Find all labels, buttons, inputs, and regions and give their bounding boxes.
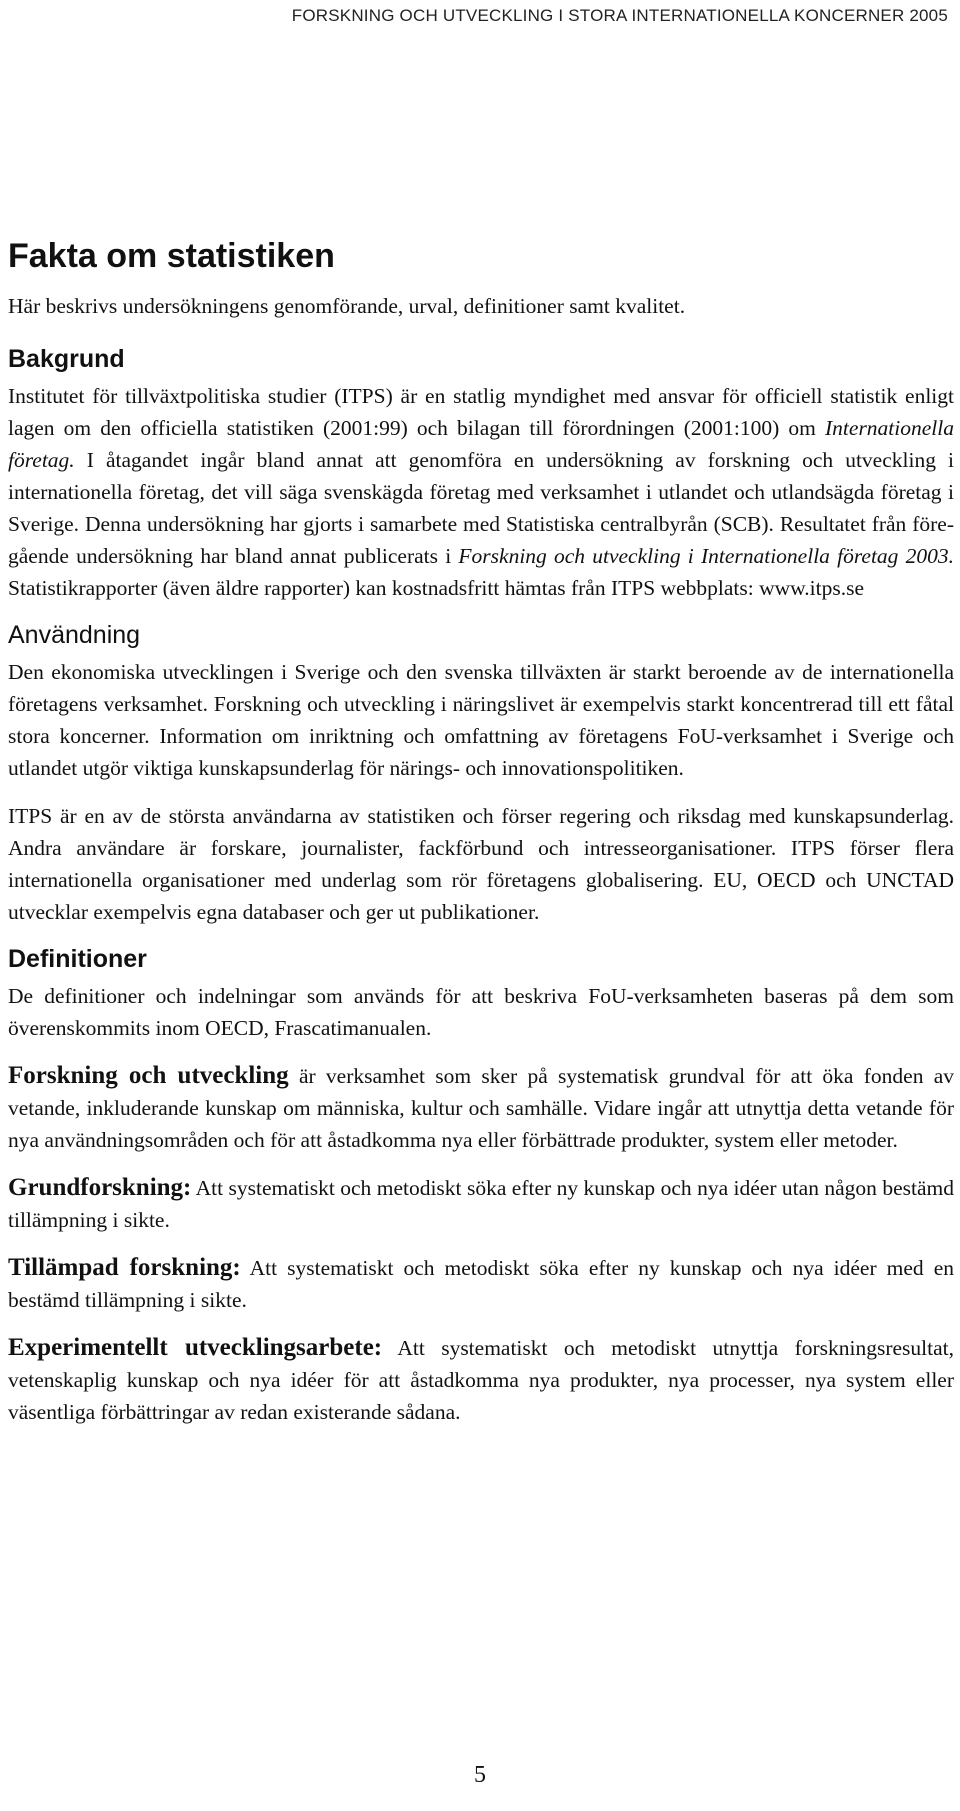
document-body	[8, 236, 954, 1444]
definition-term: Experimentellt utvecklingsarbete:	[8, 1334, 383, 1361]
definition-item	[8, 1060, 954, 1156]
bakgrund-italic-2: Forskning och utveckling i Internationella företag 2003.	[458, 544, 955, 568]
anvandning-paragraph-1: Den ekonomiska utvecklingen i Sverige och den svenska tillväxten är starkt beroende av de internationella företagens verksamhet. Forskning och utveckling i näringslivet är exempelvis starkt koncentrerad till ett fåtal stora koncerner. Information om inriktning och omfattning av företagens FoU-verksamhet i Sverige och utlandet utgör viktiga kunskapsunderlag för närings- och innovationspolitiken.	[8, 660, 954, 780]
definition-text: Att systematiskt och metodiskt söka efter ny kunskap och nya idéer utan någon bestämd tillämpning i sikte.	[8, 1176, 954, 1232]
bakgrund-paragraph	[8, 380, 954, 604]
running-header: FORSKNING OCH UTVECKLING I STORA INTERNATIONELLA KONCERNER 2005	[291, 6, 948, 25]
bakgrund-italic-1: Internationella företag.	[8, 416, 954, 472]
definition-term: Tillämpad forskning:	[8, 1254, 241, 1281]
definition-item	[8, 1172, 954, 1236]
bakgrund-text-3: Statistikrapporter (även äldre rapporter) kan kostnadsfritt hämtas från ITPS webbplats: www.itps.se	[8, 576, 864, 600]
definition-text: Att systematiskt och metodiskt utnyttja forskningsresultat, vetenskaplig kunskap och nya idéer för att åstadkomma nya produkter, nya processer, nya system eller väsentliga förbättringar av redan existerande sådana.	[8, 1336, 955, 1424]
definition-term: Grundforskning:	[8, 1174, 192, 1201]
definition-item	[8, 1332, 954, 1428]
definition-text: Att systematiskt och metodiskt söka efter ny kunskap och nya idéer med en bestämd tillämpning i sikte.	[8, 1256, 955, 1312]
section-heading-definitioner: Definitioner	[8, 945, 147, 973]
anvandning-paragraph-2: ITPS är en av de största användarna av statistiken och förser regering och riksdag med kunskapsunderlag. Andra användare är forskare, journalister, fackförbund och intresseorganisationer. ITPS förser flera internationella organisationer med underlag som rör företagens globalisering. EU, OECD och UNCTAD utvecklar exempelvis egna databaser och ger ut publikationer.	[8, 804, 954, 924]
definitioner-intro: De definitioner och indelningar som används för att beskriva FoU-verksamheten baseras på dem som överenskommits inom OECD, Frascatimanualen.	[8, 984, 954, 1040]
page-number: 5	[474, 1762, 486, 1788]
page-title: Fakta om statistiken	[8, 237, 335, 275]
definition-text: är verksamhet som sker på systematisk grundval för att öka fonden av vetande, inkluderande kunskap om människa, kultur och samhälle. Vidare ingår att utnyttja detta vetande för nya användningsområden och för att åstadkomma nya eller förbättrade produkter, system eller metoder.	[8, 1064, 955, 1152]
bakgrund-text-2: I åtagandet ingår bland annat att genomföra en undersökning av forskning och utveckling i internationella företag, det vill säga svenskägda företag med verksamhet i utlandet och utlandsägda företag i Sverige. Denna undersökning har gjorts i samarbete med Statistiska centralbyrån (SCB). Resultatet från föregående undersökning har bland annat publicerats i	[8, 448, 954, 568]
bakgrund-text-1: Institutet för tillväxtpolitiska studier (ITPS) är en statlig myndighet med ansvar för officiell statistik enligt lagen om den officiella statistiken (2001:99) och bilagan till förordningen (2001:100) om	[8, 384, 954, 440]
definition-item	[8, 1252, 954, 1316]
section-heading-anvandning: Användning	[8, 621, 141, 649]
definition-term: Forskning och utveckling	[8, 1062, 289, 1089]
intro-paragraph: Här beskrivs undersökningens genomförande, urval, definitioner samt kvalitet.	[8, 294, 686, 318]
section-heading-bakgrund: Bakgrund	[8, 345, 125, 373]
